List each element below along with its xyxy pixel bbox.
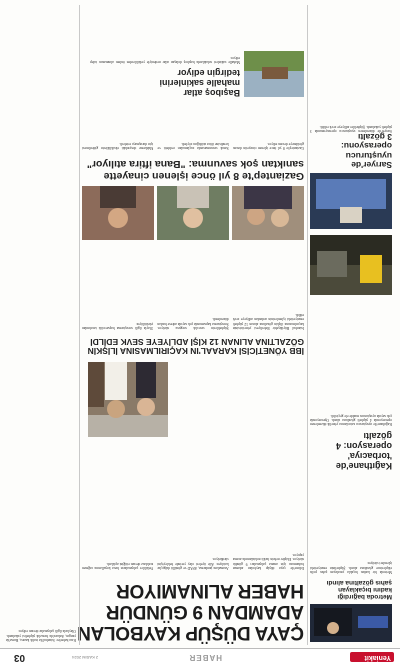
left-article-top-body: Metroda bir kadını bıçakla yaralayan şahıs polis ekiplerince gözaltına alındı. Şüphelinin emniyetteki işlemleri sürüyor. — [310, 561, 392, 574]
main-headline-line-3: HABER ALINAMIYOR — [116, 580, 304, 601]
horses-photo — [244, 51, 304, 97]
gaziantep-headline: Gaziantep'te 8 yıl önce işlenen cinayette sanıktan şok savunma: "Bana iftira atılıyor" — [86, 158, 304, 182]
gaziantep-col-2: Sanık savunmasında suçlamaları reddetti ve kendisine iftira atıldığını söyledi. — [157, 141, 229, 150]
sariyer-body: Sarıyer'de düzenlenen uyuşturucu operasyonunda 3 şüpheli yakalandı. Şüpheliler adliyeye sevk edildi. — [310, 124, 392, 133]
right-column — [6, 17, 76, 642]
lead-story-col-3: Yetkililer çalışmaların hava koşullarına rağmen aralıksız devam ettiğini açıkladı. — [82, 561, 154, 570]
sariyer-photo — [310, 173, 392, 229]
ibb-article — [82, 336, 304, 355]
family-photo-1 — [232, 186, 304, 240]
brand-logo — [350, 652, 394, 662]
main-headline-line-2: ADAMDAN 9 GÜNDÜR — [106, 601, 304, 622]
column-divider-1 — [307, 5, 308, 645]
masthead — [0, 648, 400, 665]
family-photo-2 — [157, 186, 229, 240]
ibb-col-2: Şüphelilerin savcılık sorgusu sürüyor. Soruşturma kapsamında çok sayıda adrese baskın düzenlendi. — [157, 317, 229, 330]
family-photos — [82, 186, 304, 240]
horses-headline: Başıboş atlar mahalle sakinlerini tedirgin ediyor — [159, 68, 240, 98]
column-divider-2 — [79, 5, 80, 645]
gaziantep-body — [82, 102, 304, 150]
brand-logo-text: Yeniakit — [364, 654, 391, 661]
section-name: HABER — [188, 653, 222, 662]
ibb-body — [82, 242, 304, 330]
horses-body: Mahalle sakinleri sokaklarda başıboş dolaşan atlar nedeniyle yetkililerden önlem alınmasını talep ediyor. — [90, 55, 240, 64]
left-article-mid-headline: Kağıthane'de 'torbacıya' operasyon: 4 gözaltı — [335, 431, 392, 471]
sariyer-headline: Sarıyer'de uyuşturucu operasyonu: 3 gözaltı — [340, 131, 392, 170]
lead-story-col-1: Edirne'de çaya düşüp kaybolan adamın bulunması için arama çalışmaları 9 gündür sürüyor. Ekipler nehrin farklı noktalarında arama yapıyor. — [232, 553, 304, 570]
gaziantep-col-1: Gaziantep'te 8 yıl önce işlenen cinayetin davası görülmeye devam ediyor. — [232, 141, 304, 150]
left-article-mid-body: Kağıthane'de uyuşturucu satıcılarına yönelik düzenlenen operasyonda 4 şüpheli gözaltına alındı. Operasyonda çok sayıda uyuşturucu madde ele geçirildi. — [310, 413, 392, 427]
lead-story-col-2: Aramalara jandarma, AFAD ve gönüllü dalgıçlar katılıyor. Aile üyeleri olay yerinde bekleyişini sürdürüyor. — [157, 557, 229, 570]
gaziantep-article — [82, 158, 304, 181]
ibb-headline: İBB YÖNETİCİSİ KARAAL'IN KAÇIRILMASINA İLİŞKİN GÖZALTINA ALINAN 12 KİŞİ ADLİYEYE SEVK EDİLDİ — [87, 336, 304, 356]
right-column-text: Kısa haberler: İstanbul'da trafik kazası, Bursa'da yangın, Ankara'da hırsızlık şüphelisi yakalandı. Olaylarla ilgili çalışmalar devam ediyor. — [6, 629, 76, 642]
family-photo-3 — [82, 186, 154, 240]
ibb-col-3: Olayla ilgili soruşturma başsavcılık tarafından yürütülüyor. — [82, 321, 154, 330]
main-headline-line-1: ÇAYA DÜŞÜP KAYBOLAN — [77, 622, 304, 643]
operation-photo — [310, 235, 392, 295]
main-headline — [74, 581, 304, 642]
issue-date: 2 KASIM 2024 — [72, 655, 98, 660]
left-article-top-headline: Metroda bağırdığı kadını bıçaklayan şahıs gözaltına alındı — [326, 578, 392, 600]
police-photo — [310, 604, 392, 642]
page-number: 03 — [13, 652, 25, 663]
ibb-col-1: İstanbul Büyükşehir Belediyesi yöneticisinin kaçırılmasına ilişkin gözaltına alınan 12 şüpheli emniyetteki işlemlerinin ardından adliyeye sevk edildi. — [232, 313, 304, 330]
lead-story-photo — [88, 362, 168, 437]
lead-story-body — [82, 445, 304, 570]
gaziantep-col-3: Mahkeme dosyadaki eksikliklerin giderilmesi için duruşmayı erteledi. — [82, 141, 154, 150]
